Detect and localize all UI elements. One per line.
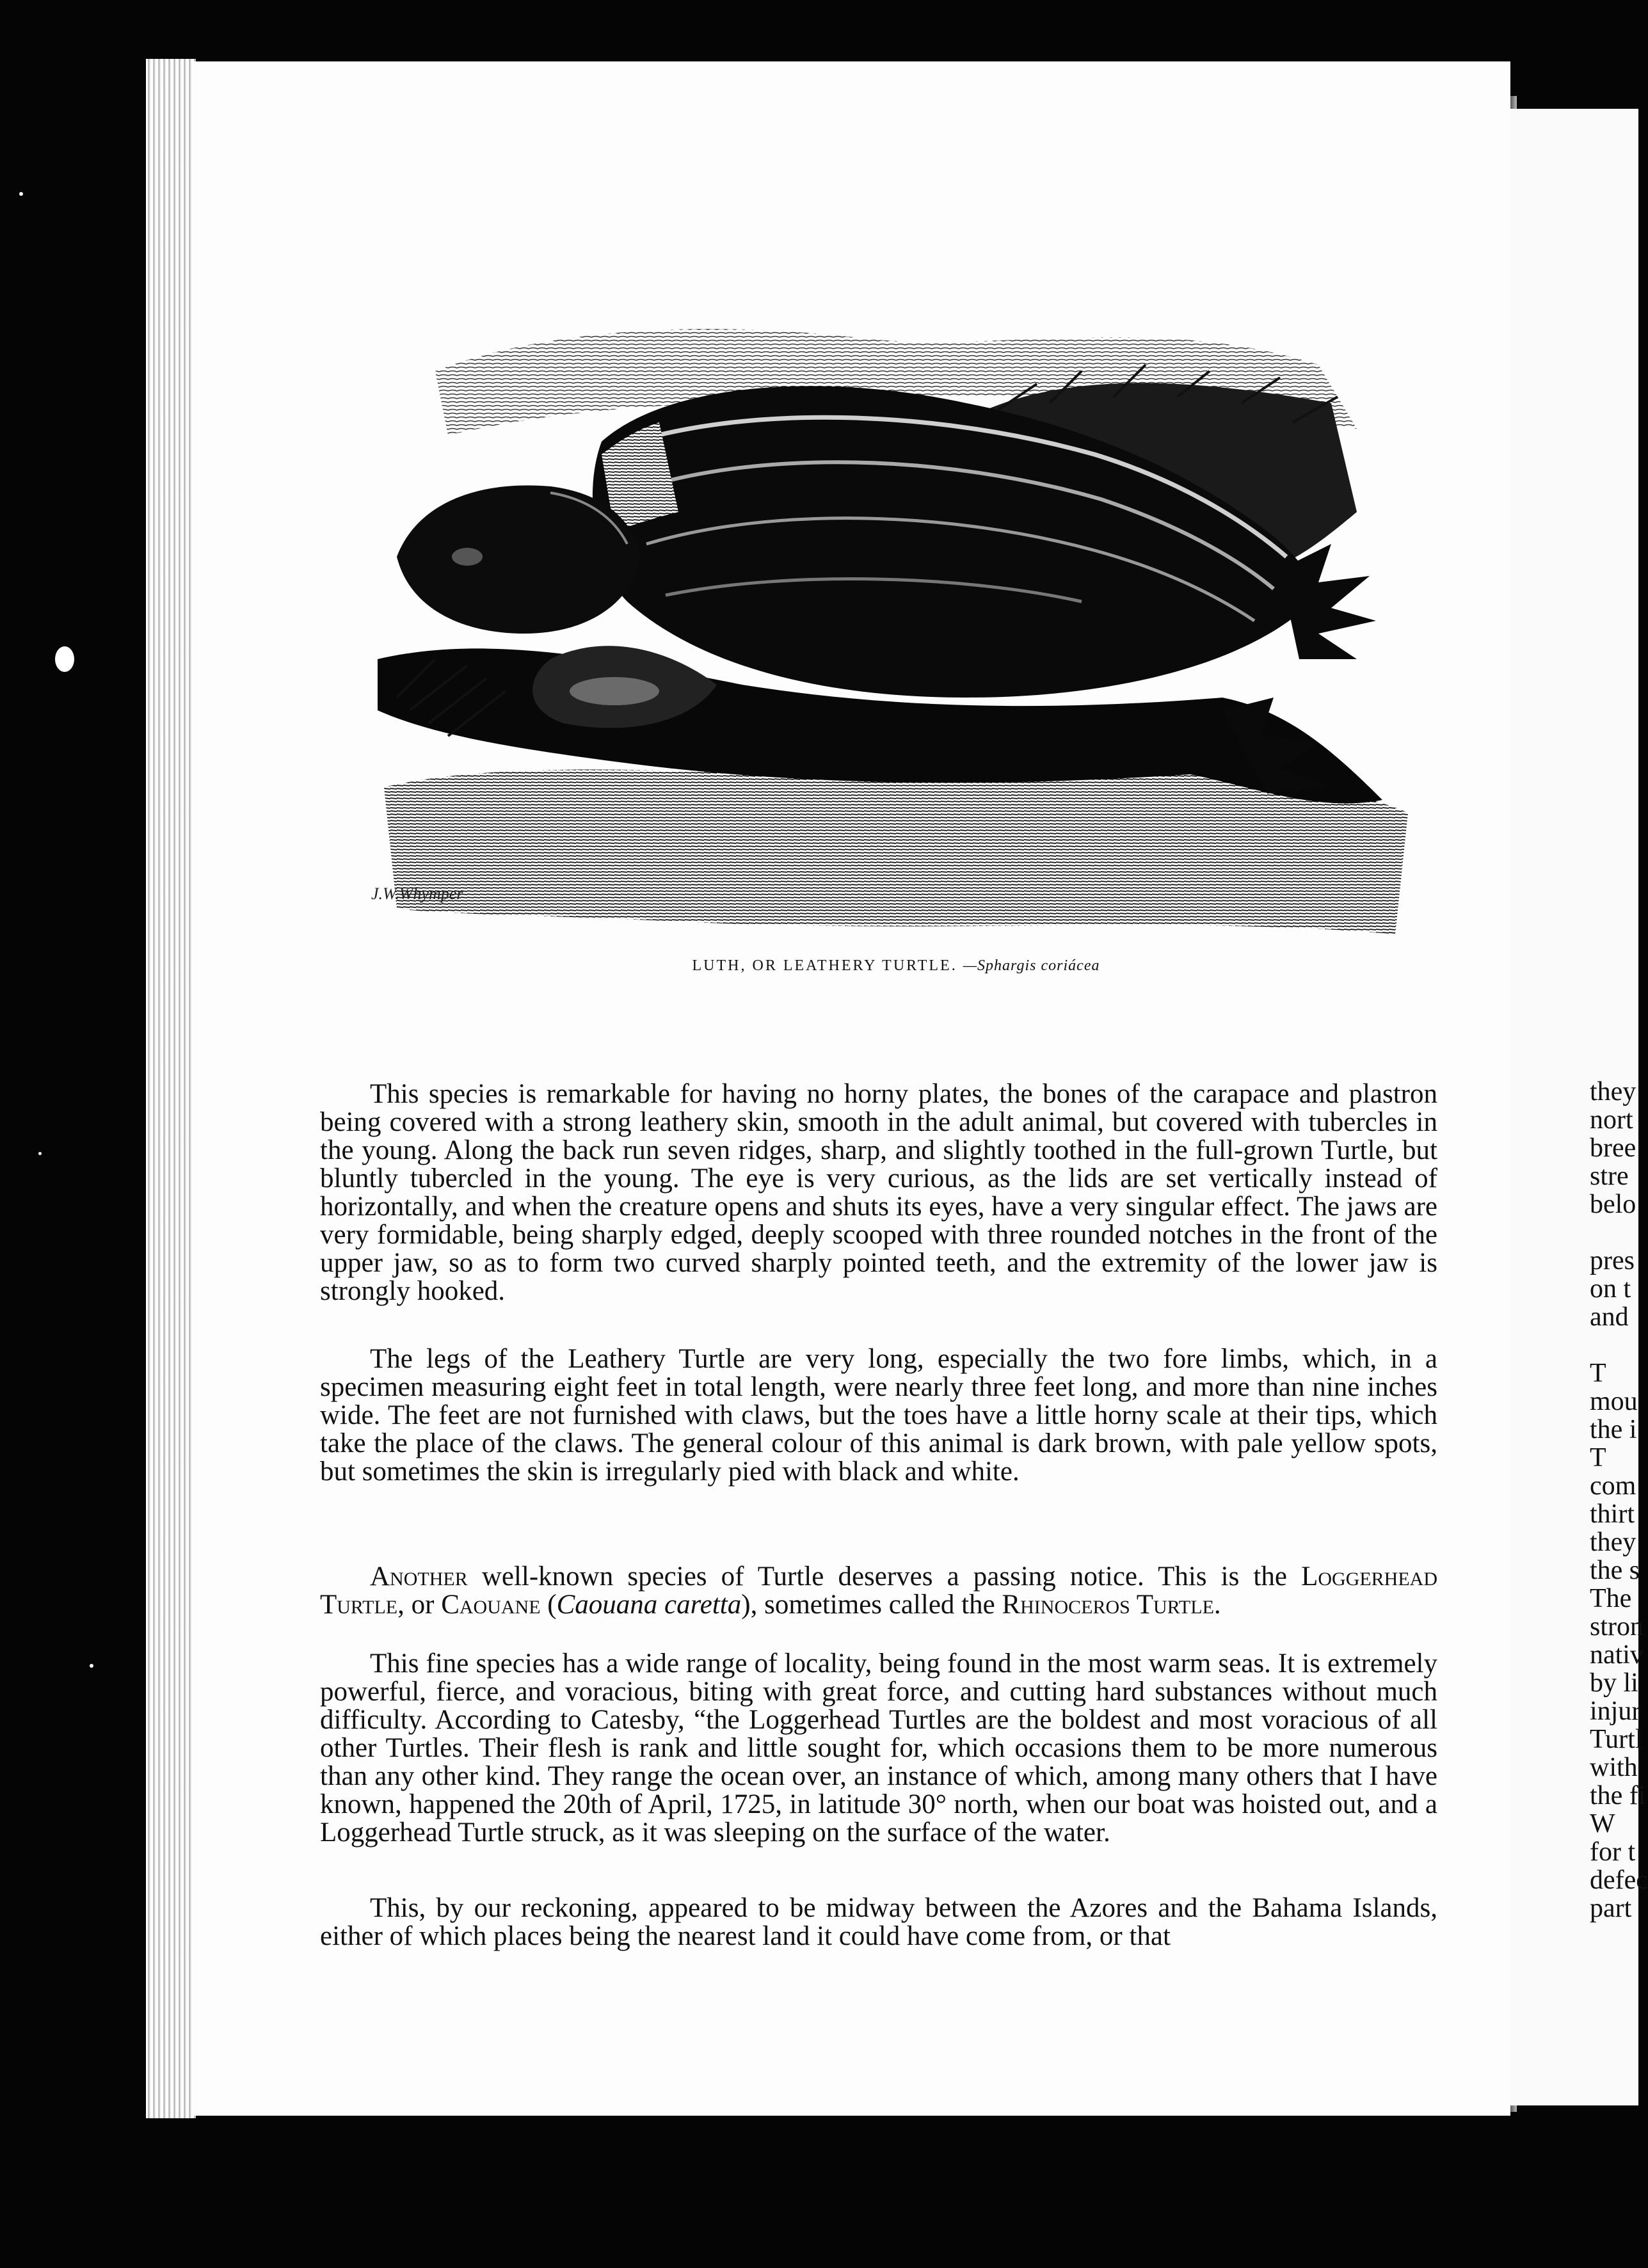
facing-line [1590,1218,1638,1247]
text-run: , or [397,1590,442,1620]
facing-line: thirt [1590,1499,1635,1529]
facing-line: on t [1590,1274,1631,1304]
paragraph-3 [320,1563,1437,1619]
facing-line: stre [1590,1162,1629,1191]
figure-caption [384,957,1408,975]
caption-title: LUTH, OR LEATHERY TURTLE. [692,957,957,974]
species-name-caouane: Caouane [441,1590,541,1620]
latin-name: Caouana caretta [556,1590,742,1620]
species-name-loggerhead: Loggerhead Turtle [320,1561,1437,1620]
facing-line: nort [1590,1105,1633,1135]
facing-line: part [1590,1894,1632,1923]
scan-speck [90,1664,93,1668]
facing-line: W [1590,1809,1615,1839]
facing-line: T [1590,1443,1606,1473]
facing-line: with [1590,1753,1638,1782]
facing-line: com [1590,1471,1636,1501]
facing-line: the s [1590,1556,1640,1585]
scan-speck [38,1152,42,1155]
species-name-rhinoceros: Rhinoceros Turtle [1002,1590,1214,1620]
facing-line: injur [1590,1697,1641,1726]
facing-page-text [1590,1077,1648,1923]
facing-line [1590,1331,1638,1359]
facing-line: the fi [1590,1781,1646,1810]
facing-line: pres [1590,1246,1635,1275]
paragraph-2: The legs of the Leathery Turtle are very long, especially the two fore limbs, which, in a specimen measuring eight feet in total length, were nearly three feet long, and more than nine inches wide. The feet are not furnished with claws, but the toes have a little horny scale at their tips, which take the place of the claws. The general colour of this animal is dark brown, with pale yellow spots, but sometimes the skin is irregularly pied with black and white. [320,1344,1437,1487]
facing-line: defec [1590,1865,1648,1895]
text-run: ( [540,1590,557,1620]
facing-line: they [1590,1528,1636,1557]
facing-line: The [1590,1584,1632,1613]
facing-line: bree [1590,1133,1636,1163]
text-run: ), sometimes called the [741,1590,1002,1620]
facing-line: mou [1590,1387,1638,1416]
facing-line: they [1590,1077,1636,1106]
facing-line: belo [1590,1190,1636,1219]
book-page-edges [146,59,196,2118]
facing-line: T [1590,1359,1606,1388]
facing-line: for t [1590,1837,1636,1867]
paragraph-1: This species is remarkable for having no horny plates, the bones of the carapace and plastron being covered with a strong leathery skin, smooth in the adult animal, but covered with tubercles in the young. Along the back run seven ridges, sharp, and slightly toothed in the full-grown Turtle, but bluntly tubercled in the young. The eye is very curious, as the lids are set vertically instead of horizontally, and when the creature opens and shuts its eyes, have a very singular effect. The jaws are very formidable, being sharply edged, deeply scooped with three rounded notches in the front of the upper jaw, so as to form two curved sharply pointed teeth, and the extremity of the lower jaw is strongly hooked. [320,1079,1437,1306]
facing-line: Turtl [1590,1725,1643,1754]
text-run: well-known species of Turtle deserves a passing notice. This is the [467,1561,1302,1592]
scan-speck [19,192,23,196]
caption-species: —Sphargis coriácea [963,957,1100,974]
facing-line: nativ [1590,1640,1644,1670]
facing-line: by li [1590,1668,1638,1698]
facing-line: and [1590,1302,1629,1332]
lead-word: Another [370,1561,468,1592]
engraver-signature: J.W.Whymper [371,884,463,903]
facing-line: the i [1590,1415,1637,1444]
leathery-turtle-engraving [358,301,1427,947]
text-run: . [1213,1590,1221,1620]
scan-speck [55,646,74,672]
paragraph-4: This fine species has a wide range of locality, being found in the most warm seas. It is extremely powerful, fierce, and voracious, biting with great force, and cutting hard substances without much difficulty. According to Catesby, “the Loggerhead Turtles are the boldest and most voracious of all other Turtles. Their flesh is rank and little sought for, which occasions them to be more numerous than any other kind. They range the ocean over, an instance of which, among many others that I have known, happened the 20th of April, 1725, in latitude 30° north, when our boat was hoisted out, and a Loggerhead Turtle struck, as it was sleeping on the surface of the water. [320,1649,1437,1848]
paragraph-5: This, by our reckoning, appeared to be midway between the Azores and the Bahama Islands, either of which places being the nearest land it could have come from, or that [320,1893,1437,1951]
facing-line: stron [1590,1612,1644,1641]
